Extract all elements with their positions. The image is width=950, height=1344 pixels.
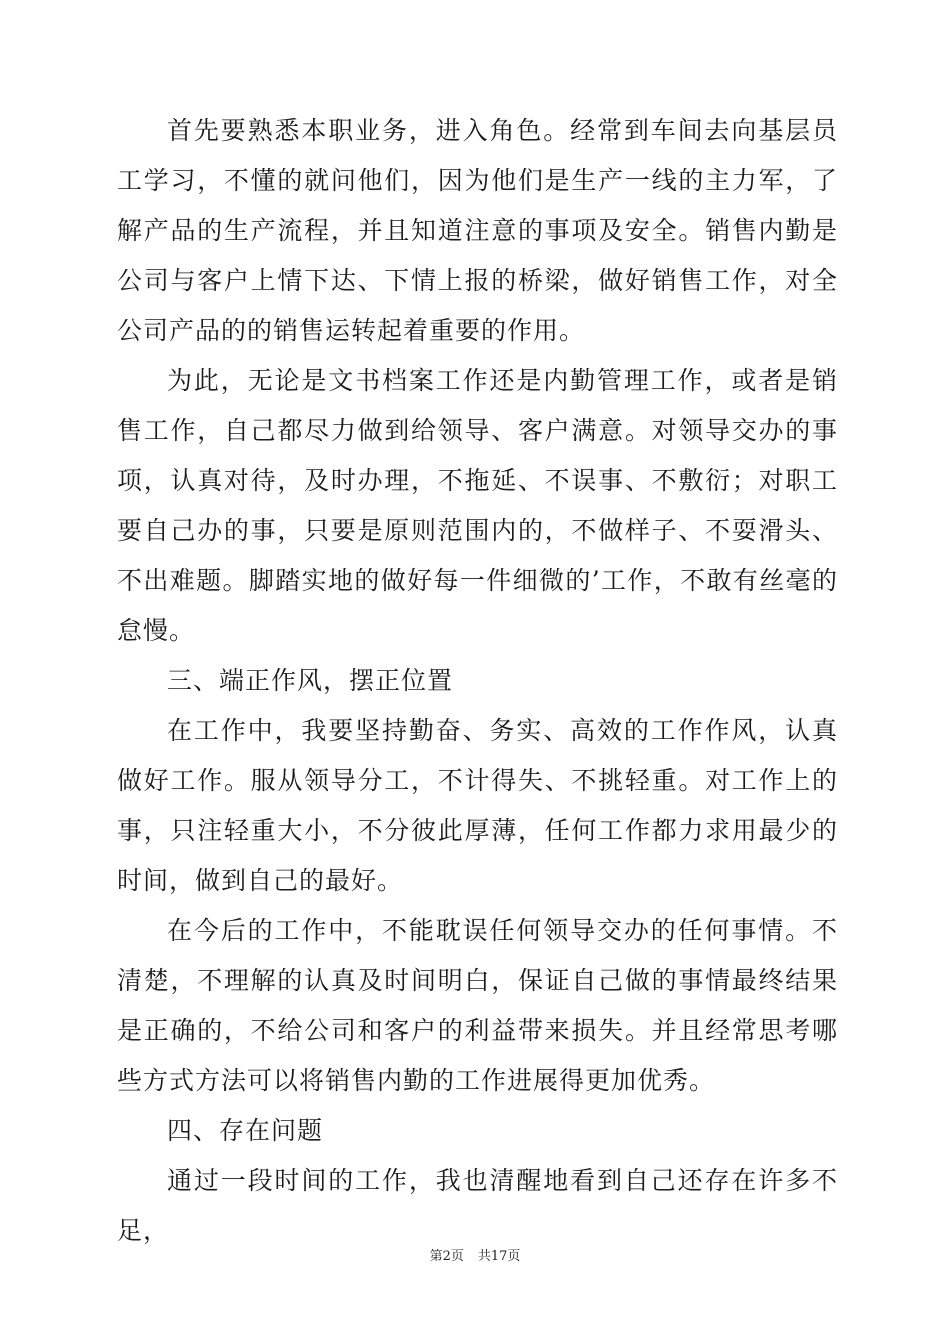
paragraph-5: 在今后的工作中，不能耽误任何领导交办的任何事情。不清楚，不理解的认真及时间明白，保证自己做的事情最终结果是正确的，不给公司和客户的利益带来损失。并且经常思考哪些方式方法可以将销售内勤的工作进展得更加优秀。 — [117, 916, 838, 1095]
paragraph-4: 在工作中，我要坚持勤奋、务实、高效的工作作风，认真做好工作。服从领导分工，不计得失、不挑轻重。对工作上的事，只注轻重大小，不分彼此厚薄，任何工作都力求用最少的时间，做到自己的最好。 — [117, 716, 838, 895]
section-heading-4: 四、存在问题 — [167, 1116, 324, 1145]
paragraph-7: 通过一段时间的工作，我也清醒地看到自己还存在许多不足， — [117, 1166, 838, 1245]
total-page-count: 共17页 — [477, 1249, 521, 1264]
section-heading-3: 三、端正作风，摆正位置 — [167, 666, 454, 695]
current-page-number: 第2页 — [429, 1249, 464, 1264]
page-footer — [0, 1248, 950, 1266]
paragraph-1: 首先要熟悉本职业务，进入角色。经常到车间去向基层员工学习，不懂的就问他们，因为他们是生产一线的主力军，了解产品的生产流程，并且知道注意的事项及安全。销售内勤是公司与客户上情下达、下情上报的桥梁，做好销售工作，对全公司产品的的销售运转起着重要的作用。 — [117, 116, 838, 345]
document-body — [117, 106, 838, 1256]
paragraph-2: 为此，无论是文书档案工作还是内勤管理工作，或者是销售工作，自己都尽力做到给领导、客户满意。对领导交办的事项，认真对待，及时办理，不拖延、不误事、不敷衍；对职工要自己办的事，只要是原则范围内的，不做样子、不耍滑头、不出难题。脚踏实地的做好每一件细微的’工作，不敢有丝毫的怠慢。 — [117, 366, 838, 645]
